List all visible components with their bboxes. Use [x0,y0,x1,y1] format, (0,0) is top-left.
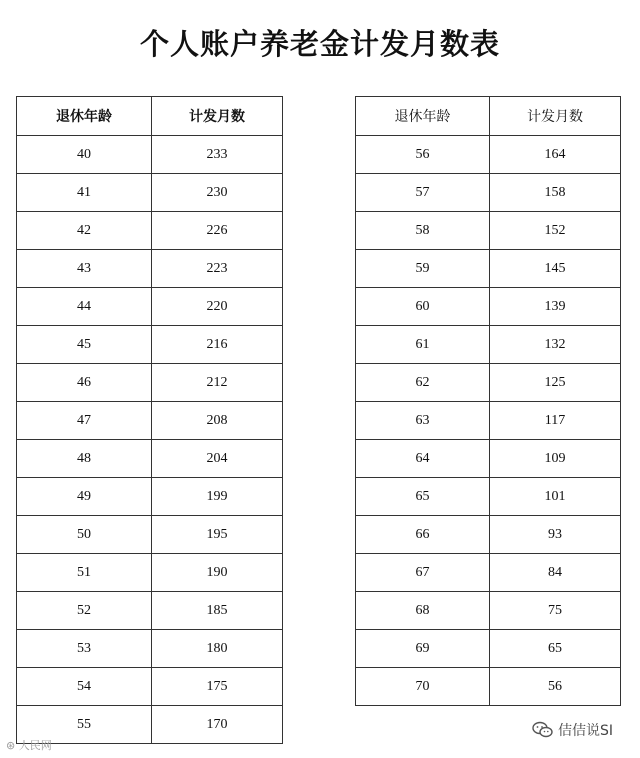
cell-retirement-age: 40 [17,136,152,174]
table-row [356,250,621,288]
cell-retirement-age: 46 [17,364,152,402]
table-row [356,592,621,630]
cell-payout-months: 56 [490,668,621,706]
cell-retirement-age: 53 [17,630,152,668]
table-row [356,174,621,212]
table-row [17,326,283,364]
cell-retirement-age: 56 [356,136,490,174]
table-row [17,668,283,706]
table-header-row [356,97,621,136]
cell-retirement-age: 43 [17,250,152,288]
cell-retirement-age: 68 [356,592,490,630]
cell-payout-months: 101 [490,478,621,516]
table-row [356,516,621,554]
table-row [17,364,283,402]
table-row [17,706,283,744]
table-row [356,402,621,440]
wechat-icon: ⊛ [6,739,16,752]
table-row [17,250,283,288]
cell-retirement-age: 69 [356,630,490,668]
cell-payout-months: 199 [152,478,283,516]
cell-payout-months: 226 [152,212,283,250]
cell-payout-months: 145 [490,250,621,288]
table-row [17,174,283,212]
cell-retirement-age: 57 [356,174,490,212]
cell-retirement-age: 59 [356,250,490,288]
cell-payout-months: 230 [152,174,283,212]
table-row [356,212,621,250]
cell-payout-months: 233 [152,136,283,174]
table-row [17,592,283,630]
page-title: 个人账户养老金计发月数表 [139,27,500,61]
table-row [356,326,621,364]
table-row [17,554,283,592]
table-row [356,364,621,402]
cell-retirement-age: 66 [356,516,490,554]
table-row [356,288,621,326]
cell-payout-months: 185 [152,592,283,630]
cell-retirement-age: 50 [17,516,152,554]
table-row [17,478,283,516]
wechat-icon [532,721,554,739]
header-retirement-age: 退休年龄 [356,97,490,136]
cell-payout-months: 164 [490,136,621,174]
cell-payout-months: 220 [152,288,283,326]
cell-payout-months: 204 [152,440,283,478]
cell-retirement-age: 54 [17,668,152,706]
table-row [17,516,283,554]
cell-payout-months: 139 [490,288,621,326]
table-row [17,288,283,326]
cell-payout-months: 216 [152,326,283,364]
cell-payout-months: 223 [152,250,283,288]
table-row [17,402,283,440]
table-row [17,630,283,668]
cell-payout-months: 190 [152,554,283,592]
cell-payout-months: 93 [490,516,621,554]
cell-retirement-age: 49 [17,478,152,516]
cell-retirement-age: 67 [356,554,490,592]
header-retirement-age: 退休年龄 [17,97,152,136]
table-row [356,668,621,706]
cell-retirement-age: 42 [17,212,152,250]
cell-retirement-age: 52 [17,592,152,630]
cell-retirement-age: 70 [356,668,490,706]
cell-retirement-age: 51 [17,554,152,592]
cell-payout-months: 180 [152,630,283,668]
cell-retirement-age: 62 [356,364,490,402]
cell-retirement-age: 55 [17,706,152,744]
cell-payout-months: 125 [490,364,621,402]
cell-payout-months: 75 [490,592,621,630]
cell-retirement-age: 44 [17,288,152,326]
cell-payout-months: 132 [490,326,621,364]
cell-payout-months: 84 [490,554,621,592]
cell-retirement-age: 41 [17,174,152,212]
pension-table-right [355,96,621,706]
watermark-account [532,720,613,740]
cell-payout-months: 195 [152,516,283,554]
cell-payout-months: 65 [490,630,621,668]
watermark-account-label: 佶佶说SI [558,723,614,739]
cell-retirement-age: 63 [356,402,490,440]
header-payout-months: 计发月数 [490,97,621,136]
cell-payout-months: 109 [490,440,621,478]
table-row [356,554,621,592]
cell-payout-months: 212 [152,364,283,402]
table-row [356,136,621,174]
cell-retirement-age: 64 [356,440,490,478]
cell-payout-months: 117 [490,402,621,440]
header-payout-months: 计发月数 [152,97,283,136]
table-row [17,440,283,478]
table-row [356,630,621,668]
cell-retirement-age: 60 [356,288,490,326]
pension-table-left [16,96,283,744]
table-row [17,136,283,174]
cell-payout-months: 170 [152,706,283,744]
cell-payout-months: 158 [490,174,621,212]
cell-retirement-age: 47 [17,402,152,440]
cell-retirement-age: 48 [17,440,152,478]
cell-payout-months: 152 [490,212,621,250]
table-row [356,478,621,516]
watermark-source [6,737,52,753]
table-row [356,440,621,478]
cell-payout-months: 175 [152,668,283,706]
watermark-source-label: 人民网 [18,739,52,752]
cell-payout-months: 208 [152,402,283,440]
cell-retirement-age: 65 [356,478,490,516]
table-header-row [17,97,283,136]
cell-retirement-age: 45 [17,326,152,364]
cell-retirement-age: 58 [356,212,490,250]
cell-retirement-age: 61 [356,326,490,364]
table-row [17,212,283,250]
